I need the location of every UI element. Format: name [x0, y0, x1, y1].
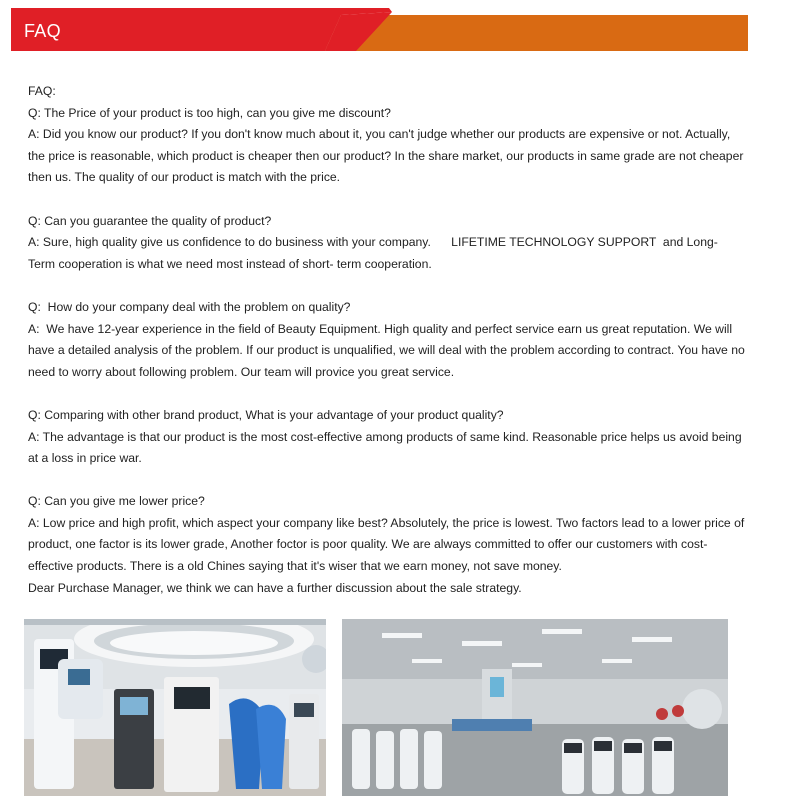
- faq-answer: A: The advantage is that our product is the most cost-effective among products of same kind. Reasonable price helps us avoid being at a loss in price war.: [28, 429, 742, 466]
- faq-content: [28, 81, 748, 599]
- faq-heading: FAQ:: [28, 84, 56, 98]
- faq-question: Q: How do your company deal with the problem on quality?: [28, 299, 351, 314]
- faq-answer: A: Did you know our product? If you don't know much about it, you can't judge whether our products are expensive or not. Actually, the price is reasonable, which product is cheaper then our product? In the share market, our products in same grade are not cheaper then us. The quality of our product is match with the price.: [28, 127, 744, 185]
- showroom-photo: [24, 619, 326, 796]
- faq-answer: A: Low price and high profit, which aspect your company like best? Absolutely, the price is lowest. Two factors lead to a lower price of product, one factor is its lower grade, Another foctor is poor quality. We are always committed to offer our customers with cost-effective products. There is a old Chines saying that it's wiser that we earn money, not save money.: [28, 515, 745, 574]
- faq-answer: A: Sure, high quality give us confidence to do business with your company. LIFETIME TECHNOLOGY SUPPORT and Long- Term cooperation is what we need most instead of short- term cooperation.: [28, 235, 721, 271]
- banner-title: FAQ: [24, 21, 61, 41]
- faq-question: Q: The Price of your product is too high, can you give me discount?: [28, 105, 391, 120]
- faq-question: Q: Comparing with other brand product, What is your advantage of your product quality?: [28, 407, 504, 422]
- factory-photo: [342, 619, 728, 796]
- banner-shape: [11, 8, 748, 53]
- faq-question: Q: Can you guarantee the quality of product?: [28, 213, 272, 228]
- faq-closing: Dear Purchase Manager, we think we can have a further discussion about the sale strategy.: [28, 580, 522, 595]
- faq-answer: A: We have 12-year experience in the field of Beauty Equipment. High quality and perfect service earn us great reputation. We will have a detailed analysis of the problem. If our product is unqualified, we will deal with the problem according to contract. You have no need to worry about following problem. Our team will provice you great service.: [28, 321, 749, 379]
- faq-question: Q: Can you give me lower price?: [28, 494, 205, 509]
- faq-banner: [11, 8, 748, 53]
